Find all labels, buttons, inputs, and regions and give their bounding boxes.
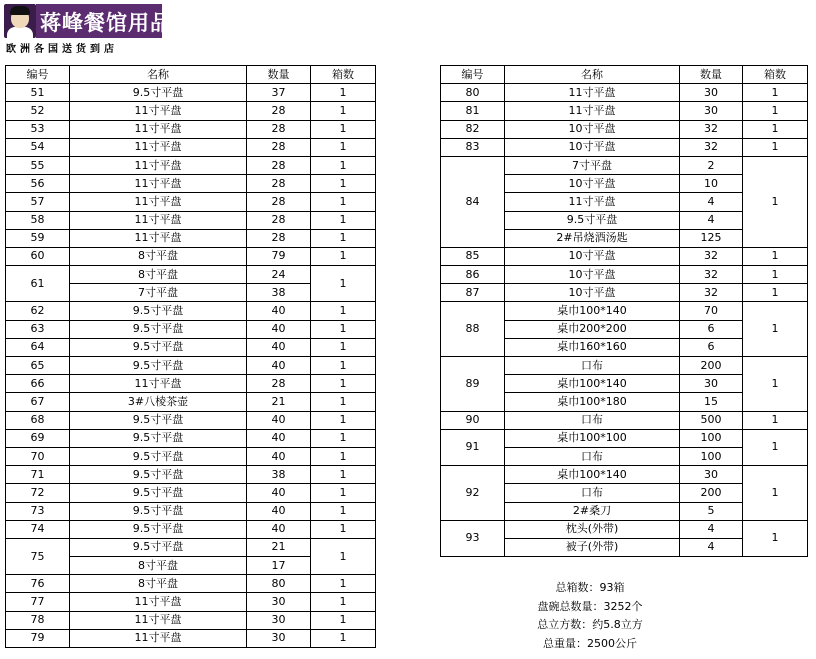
cell-boxes: 1: [743, 357, 808, 412]
table-row: [441, 266, 808, 284]
cell-number: 81: [441, 102, 505, 120]
table-row: [6, 138, 376, 156]
cell-boxes: 1: [311, 466, 376, 484]
cell-quantity: 28: [247, 175, 311, 193]
logo: [4, 4, 172, 56]
table-row: [6, 84, 376, 102]
cell-boxes: 1: [743, 266, 808, 284]
cell-quantity: 28: [247, 211, 311, 229]
cell-number: 89: [441, 357, 505, 412]
cell-boxes: 1: [311, 575, 376, 593]
summary-total-dishes: 盘碗总数量：3252个: [537, 599, 643, 613]
cell-boxes: 1: [311, 102, 376, 120]
cell-boxes: 1: [311, 429, 376, 447]
cell-boxes: 1: [311, 211, 376, 229]
cell-quantity: 500: [680, 411, 743, 429]
table-row: [6, 120, 376, 138]
cell-number: 60: [6, 247, 70, 265]
cell-boxes: 1: [311, 175, 376, 193]
cell-number: 57: [6, 193, 70, 211]
table-row: [6, 575, 376, 593]
cell-quantity: 40: [247, 411, 311, 429]
cell-name: 9.5寸平盘: [70, 411, 247, 429]
cell-quantity: 15: [680, 393, 743, 411]
cell-number: 53: [6, 120, 70, 138]
cell-boxes: 1: [311, 193, 376, 211]
cell-quantity: 21: [247, 393, 311, 411]
cell-boxes: 1: [311, 156, 376, 174]
summary: [505, 579, 675, 653]
cell-name: 9.5寸平盘: [70, 302, 247, 320]
cell-name: 11寸平盘: [505, 84, 680, 102]
header-boxes: 箱数: [743, 66, 808, 84]
table-row: [6, 247, 376, 265]
cell-quantity: 4: [680, 538, 743, 556]
table-row: [6, 611, 376, 629]
cell-name: 8寸平盘: [70, 557, 247, 575]
cell-boxes: 1: [743, 84, 808, 102]
cell-number: 69: [6, 429, 70, 447]
cell-name: 11寸平盘: [70, 211, 247, 229]
cell-quantity: 30: [680, 466, 743, 484]
cell-quantity: 21: [247, 538, 311, 556]
cell-name: 8寸平盘: [70, 247, 247, 265]
cell-number: 68: [6, 411, 70, 429]
table-row: [6, 338, 376, 356]
cell-boxes: 1: [743, 302, 808, 357]
table-row: [441, 84, 808, 102]
cell-quantity: 32: [680, 284, 743, 302]
cell-quantity: 24: [247, 266, 311, 284]
cell-name: 枕头(外带): [505, 520, 680, 538]
cell-name: 口布: [505, 447, 680, 465]
chef-portrait-icon: [4, 4, 36, 38]
cell-quantity: 32: [680, 138, 743, 156]
cell-quantity: 28: [247, 120, 311, 138]
cell-name: 被子(外带): [505, 538, 680, 556]
cell-boxes: 1: [311, 520, 376, 538]
table-row: [6, 302, 376, 320]
cell-name: 桌巾100*180: [505, 393, 680, 411]
header-name: 名称: [505, 66, 680, 84]
cell-number: 55: [6, 156, 70, 174]
cell-number: 83: [441, 138, 505, 156]
summary-total-volume: 总立方数：约5.8立方: [537, 618, 643, 631]
cell-number: 75: [6, 538, 70, 574]
cell-quantity: 28: [247, 229, 311, 247]
cell-name: 9.5寸平盘: [70, 502, 247, 520]
cell-boxes: 1: [311, 138, 376, 156]
cell-boxes: 1: [311, 320, 376, 338]
cell-quantity: 28: [247, 193, 311, 211]
cell-number: 61: [6, 266, 70, 302]
cell-quantity: 28: [247, 138, 311, 156]
cell-name: 9.5寸平盘: [70, 538, 247, 556]
cell-name: 桌巾100*140: [505, 302, 680, 320]
cell-name: 11寸平盘: [505, 193, 680, 211]
cell-name: 11寸平盘: [505, 102, 680, 120]
cell-number: 71: [6, 466, 70, 484]
cell-number: 67: [6, 393, 70, 411]
cell-name: 口布: [505, 411, 680, 429]
header-boxes: 箱数: [311, 66, 376, 84]
cell-boxes: 1: [311, 484, 376, 502]
cell-name: 10寸平盘: [505, 247, 680, 265]
cell-quantity: 4: [680, 211, 743, 229]
logo-subtitle: 欧洲各国送货到店: [6, 44, 118, 55]
table-row: [441, 247, 808, 265]
cell-quantity: 100: [680, 429, 743, 447]
cell-number: 78: [6, 611, 70, 629]
cell-quantity: 30: [247, 593, 311, 611]
cell-boxes: 1: [743, 156, 808, 247]
cell-quantity: 40: [247, 447, 311, 465]
cell-quantity: 28: [247, 102, 311, 120]
cell-quantity: 32: [680, 247, 743, 265]
table-row: [441, 520, 808, 538]
cell-quantity: 40: [247, 520, 311, 538]
cell-name: 2#吊烧酒汤匙: [505, 229, 680, 247]
table-row: [6, 502, 376, 520]
table-row: [441, 411, 808, 429]
cell-boxes: 1: [311, 538, 376, 574]
cell-boxes: 1: [311, 593, 376, 611]
cell-boxes: 1: [311, 229, 376, 247]
header-number: 编号: [441, 66, 505, 84]
cell-number: 76: [6, 575, 70, 593]
cell-quantity: 4: [680, 520, 743, 538]
cell-boxes: 1: [311, 247, 376, 265]
cell-quantity: 6: [680, 338, 743, 356]
cell-name: 11寸平盘: [70, 156, 247, 174]
cell-boxes: 1: [743, 411, 808, 429]
cell-name: 8寸平盘: [70, 266, 247, 284]
table-row: [6, 193, 376, 211]
cell-boxes: 1: [743, 284, 808, 302]
table-row: [6, 102, 376, 120]
table-row: [6, 211, 376, 229]
table-row: [6, 629, 376, 647]
cell-name: 10寸平盘: [505, 120, 680, 138]
table-row: [6, 357, 376, 375]
cell-name: 桌巾100*140: [505, 375, 680, 393]
cell-name: 口布: [505, 357, 680, 375]
cell-name: 2#桑刀: [505, 502, 680, 520]
cell-number: 92: [441, 466, 505, 521]
cell-number: 80: [441, 84, 505, 102]
cell-number: 62: [6, 302, 70, 320]
cell-name: 9.5寸平盘: [70, 520, 247, 538]
cell-quantity: 28: [247, 156, 311, 174]
cell-name: 9.5寸平盘: [70, 357, 247, 375]
cell-name: 桌巾100*100: [505, 429, 680, 447]
cell-quantity: 40: [247, 338, 311, 356]
table-row: [441, 120, 808, 138]
cell-number: 51: [6, 84, 70, 102]
cell-name: 11寸平盘: [70, 102, 247, 120]
cell-name: 桌巾100*140: [505, 466, 680, 484]
cell-number: 77: [6, 593, 70, 611]
cell-boxes: 1: [311, 411, 376, 429]
cell-number: 56: [6, 175, 70, 193]
cell-quantity: 80: [247, 575, 311, 593]
table-row: [441, 156, 808, 174]
cell-quantity: 2: [680, 156, 743, 174]
cell-name: 9.5寸平盘: [70, 84, 247, 102]
table-row: [6, 447, 376, 465]
cell-name: 9.5寸平盘: [70, 484, 247, 502]
cell-number: 65: [6, 357, 70, 375]
cell-name: 7寸平盘: [505, 156, 680, 174]
cell-name: 口布: [505, 484, 680, 502]
cell-quantity: 37: [247, 84, 311, 102]
table-row: [6, 375, 376, 393]
cell-boxes: 1: [311, 375, 376, 393]
cell-name: 11寸平盘: [70, 629, 247, 647]
cell-name: 9.5寸平盘: [70, 429, 247, 447]
cell-name: 9.5寸平盘: [70, 466, 247, 484]
cell-name: 9.5寸平盘: [70, 447, 247, 465]
cell-quantity: 125: [680, 229, 743, 247]
cell-quantity: 30: [680, 102, 743, 120]
cell-name: 11寸平盘: [70, 593, 247, 611]
cell-quantity: 32: [680, 120, 743, 138]
header-quantity: 数量: [680, 66, 743, 84]
cell-boxes: 1: [311, 302, 376, 320]
summary-total-boxes: 总箱数：93箱: [555, 581, 625, 594]
cell-quantity: 40: [247, 302, 311, 320]
cell-quantity: 5: [680, 502, 743, 520]
table-row: [6, 593, 376, 611]
cell-name: 桌巾200*200: [505, 320, 680, 338]
cell-number: 52: [6, 102, 70, 120]
cell-boxes: 1: [743, 120, 808, 138]
table-row: [441, 102, 808, 120]
cell-name: 11寸平盘: [70, 229, 247, 247]
cell-number: 86: [441, 266, 505, 284]
cell-name: 8寸平盘: [70, 575, 247, 593]
table-row: [6, 320, 376, 338]
cell-name: 桌巾160*160: [505, 338, 680, 356]
table-row: [441, 357, 808, 375]
cell-boxes: 1: [311, 447, 376, 465]
cell-boxes: 1: [311, 393, 376, 411]
cell-name: 11寸平盘: [70, 120, 247, 138]
table-row: [6, 229, 376, 247]
cell-quantity: 70: [680, 302, 743, 320]
cell-name: 11寸平盘: [70, 138, 247, 156]
cell-boxes: 1: [743, 429, 808, 465]
cell-quantity: 6: [680, 320, 743, 338]
cell-name: 7寸平盘: [70, 284, 247, 302]
table-row: [441, 429, 808, 447]
cell-boxes: 1: [311, 611, 376, 629]
cell-quantity: 40: [247, 320, 311, 338]
table-row: [6, 156, 376, 174]
cell-boxes: 1: [311, 266, 376, 302]
cell-name: 10寸平盘: [505, 284, 680, 302]
cell-boxes: 1: [743, 520, 808, 556]
cell-name: 3#八棱茶壶: [70, 393, 247, 411]
cell-quantity: 30: [680, 375, 743, 393]
cell-boxes: 1: [743, 247, 808, 265]
table-header-row: [441, 66, 808, 84]
cell-name: 11寸平盘: [70, 611, 247, 629]
cell-boxes: 1: [311, 338, 376, 356]
packing-list-left: [5, 65, 376, 648]
cell-quantity: 30: [247, 629, 311, 647]
packing-list-right: [440, 65, 808, 557]
cell-name: 11寸平盘: [70, 175, 247, 193]
cell-boxes: 1: [311, 502, 376, 520]
cell-boxes: 1: [311, 357, 376, 375]
cell-boxes: 1: [311, 120, 376, 138]
cell-quantity: 100: [680, 447, 743, 465]
cell-name: 11寸平盘: [70, 193, 247, 211]
cell-quantity: 32: [680, 266, 743, 284]
cell-name: 9.5寸平盘: [70, 320, 247, 338]
cell-number: 73: [6, 502, 70, 520]
table-row: [6, 393, 376, 411]
cell-number: 72: [6, 484, 70, 502]
cell-number: 88: [441, 302, 505, 357]
logo-title: 蒋峰餐馆用品: [40, 10, 172, 35]
cell-quantity: 40: [247, 357, 311, 375]
cell-name: 10寸平盘: [505, 266, 680, 284]
cell-number: 54: [6, 138, 70, 156]
header-quantity: 数量: [247, 66, 311, 84]
summary-total-weight: 总重量：2500公斤: [543, 636, 637, 650]
table-row: [6, 484, 376, 502]
cell-quantity: 17: [247, 557, 311, 575]
table-row: [441, 138, 808, 156]
table-row: [6, 175, 376, 193]
cell-name: 10寸平盘: [505, 175, 680, 193]
cell-name: 9.5寸平盘: [505, 211, 680, 229]
cell-quantity: 38: [247, 466, 311, 484]
cell-number: 84: [441, 156, 505, 247]
cell-quantity: 40: [247, 502, 311, 520]
table-row: [441, 466, 808, 484]
cell-name: 11寸平盘: [70, 375, 247, 393]
cell-quantity: 30: [247, 611, 311, 629]
cell-number: 70: [6, 447, 70, 465]
cell-number: 85: [441, 247, 505, 265]
cell-quantity: 40: [247, 429, 311, 447]
cell-boxes: 1: [743, 466, 808, 521]
table-row: [441, 302, 808, 320]
table-row: [6, 266, 376, 284]
cell-quantity: 200: [680, 484, 743, 502]
cell-quantity: 40: [247, 484, 311, 502]
cell-name: 9.5寸平盘: [70, 338, 247, 356]
cell-boxes: 1: [311, 629, 376, 647]
cell-quantity: 30: [680, 84, 743, 102]
header-name: 名称: [70, 66, 247, 84]
cell-quantity: 4: [680, 193, 743, 211]
cell-number: 79: [6, 629, 70, 647]
cell-number: 90: [441, 411, 505, 429]
cell-number: 93: [441, 520, 505, 556]
cell-quantity: 38: [247, 284, 311, 302]
cell-number: 87: [441, 284, 505, 302]
cell-name: 10寸平盘: [505, 138, 680, 156]
cell-quantity: 79: [247, 247, 311, 265]
cell-number: 59: [6, 229, 70, 247]
cell-boxes: 1: [743, 138, 808, 156]
table-row: [6, 538, 376, 556]
table-header-row: [6, 66, 376, 84]
cell-quantity: 200: [680, 357, 743, 375]
table-row: [6, 466, 376, 484]
cell-number: 91: [441, 429, 505, 465]
cell-boxes: 1: [311, 84, 376, 102]
cell-number: 58: [6, 211, 70, 229]
cell-number: 66: [6, 375, 70, 393]
cell-number: 63: [6, 320, 70, 338]
header-number: 编号: [6, 66, 70, 84]
cell-quantity: 28: [247, 375, 311, 393]
cell-boxes: 1: [743, 102, 808, 120]
cell-number: 64: [6, 338, 70, 356]
table-row: [441, 284, 808, 302]
table-row: [6, 520, 376, 538]
table-row: [6, 429, 376, 447]
cell-number: 82: [441, 120, 505, 138]
table-row: [6, 411, 376, 429]
cell-quantity: 10: [680, 175, 743, 193]
cell-number: 74: [6, 520, 70, 538]
